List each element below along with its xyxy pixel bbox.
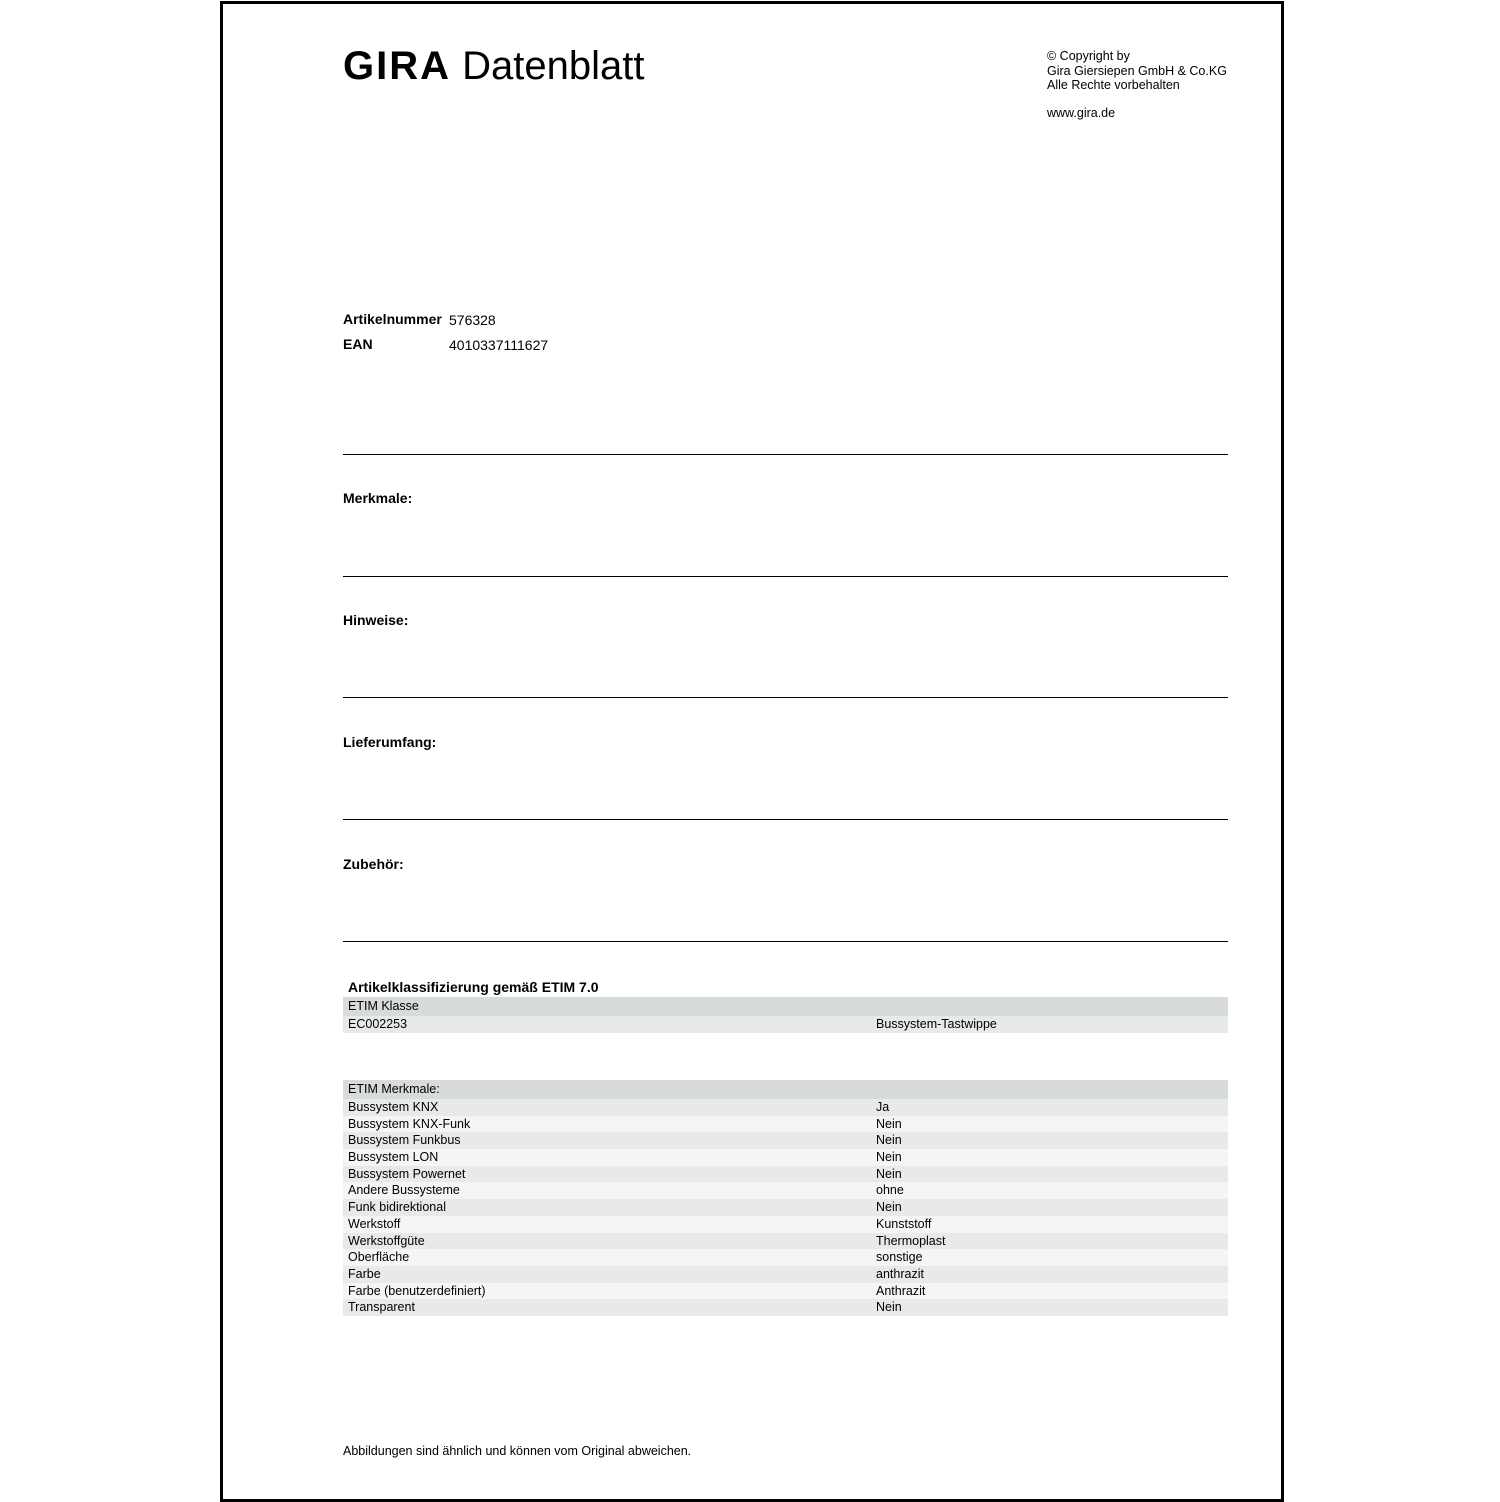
etim-title: Artikelklassifizierung gemäß ETIM 7.0	[348, 979, 599, 995]
feature-value: Ja	[876, 1100, 890, 1114]
table-header	[343, 1080, 1228, 1099]
feature-value: Kunststoff	[876, 1216, 932, 1231]
ean-value: 4010337111627	[449, 337, 549, 353]
feature-name: Transparent	[348, 1300, 415, 1315]
table-row	[343, 1149, 1228, 1166]
divider	[343, 576, 1228, 577]
divider	[343, 697, 1228, 698]
class-name: Bussystem-Tastwippe	[876, 1017, 997, 1031]
divider	[343, 819, 1228, 820]
divider	[343, 454, 1228, 455]
feature-value: sonstige	[876, 1250, 923, 1265]
ean-label: EAN	[343, 336, 373, 352]
article-number-value: 576328	[449, 312, 496, 328]
section-lieferumfang: Lieferumfang:	[343, 734, 437, 750]
feature-name: Bussystem Powernet	[348, 1166, 466, 1181]
disclaimer: Abbildungen sind ähnlich und können vom Original abweichen.	[343, 1444, 692, 1458]
feature-value: Nein	[876, 1166, 902, 1181]
feature-name: Bussystem KNX	[348, 1100, 439, 1114]
etim-class-table	[343, 997, 1228, 1033]
gira-logo	[343, 44, 644, 89]
article-number-label: Artikelnummer	[343, 311, 442, 327]
feature-name: Oberfläche	[348, 1250, 410, 1265]
feature-name: Farbe (benutzerdefiniert)	[348, 1283, 486, 1298]
features-header: ETIM Merkmale:	[348, 1082, 440, 1096]
table-row	[343, 1116, 1228, 1133]
table-row	[343, 1299, 1228, 1316]
website-link[interactable]: www.gira.de	[1047, 106, 1116, 120]
feature-name: Werkstoff	[348, 1216, 401, 1231]
table-row	[343, 1016, 1228, 1033]
copyright-line: Gira Giersiepen GmbH & Co.KG	[1047, 63, 1227, 78]
table-row	[343, 1216, 1228, 1233]
feature-value: Nein	[876, 1150, 902, 1165]
document-title: Datenblatt	[462, 44, 645, 88]
divider	[343, 941, 1228, 942]
feature-value: ohne	[876, 1183, 904, 1198]
feature-value: Nein	[876, 1133, 902, 1148]
feature-value: Nein	[876, 1116, 902, 1131]
feature-value: Thermoplast	[876, 1233, 946, 1248]
table-row	[343, 1099, 1228, 1116]
table-row	[343, 1283, 1228, 1300]
section-merkmale: Merkmale:	[343, 490, 413, 506]
table-row	[343, 1199, 1228, 1216]
feature-value: Nein	[876, 1200, 902, 1215]
copyright-block	[1047, 49, 1227, 93]
feature-value: Nein	[876, 1300, 902, 1315]
feature-name: Andere Bussysteme	[348, 1183, 460, 1198]
table-header	[343, 997, 1228, 1016]
table-row	[343, 1266, 1228, 1283]
feature-name: Bussystem LON	[348, 1150, 439, 1165]
feature-name: Bussystem Funkbus	[348, 1133, 461, 1148]
table-row	[343, 1249, 1228, 1266]
class-code: EC002253	[348, 1017, 408, 1031]
table-row	[343, 1132, 1228, 1149]
table-row	[343, 1182, 1228, 1199]
etim-features-table	[343, 1080, 1228, 1316]
table-row	[343, 1233, 1228, 1250]
section-zubehoer: Zubehör:	[343, 856, 404, 872]
feature-name: Farbe	[348, 1266, 381, 1281]
feature-name: Funk bidirektional	[348, 1200, 446, 1215]
class-header: ETIM Klasse	[348, 999, 419, 1013]
section-hinweise: Hinweise:	[343, 612, 409, 628]
copyright-line: © Copyright by	[1047, 49, 1130, 63]
feature-name: Bussystem KNX-Funk	[348, 1116, 471, 1131]
feature-value: Anthrazit	[876, 1283, 926, 1298]
feature-name: Werkstoffgüte	[348, 1233, 425, 1248]
table-row	[343, 1166, 1228, 1183]
copyright-line: Alle Rechte vorbehalten	[1047, 78, 1180, 92]
feature-value: anthrazit	[876, 1266, 924, 1281]
brand: GIRA	[343, 44, 451, 88]
